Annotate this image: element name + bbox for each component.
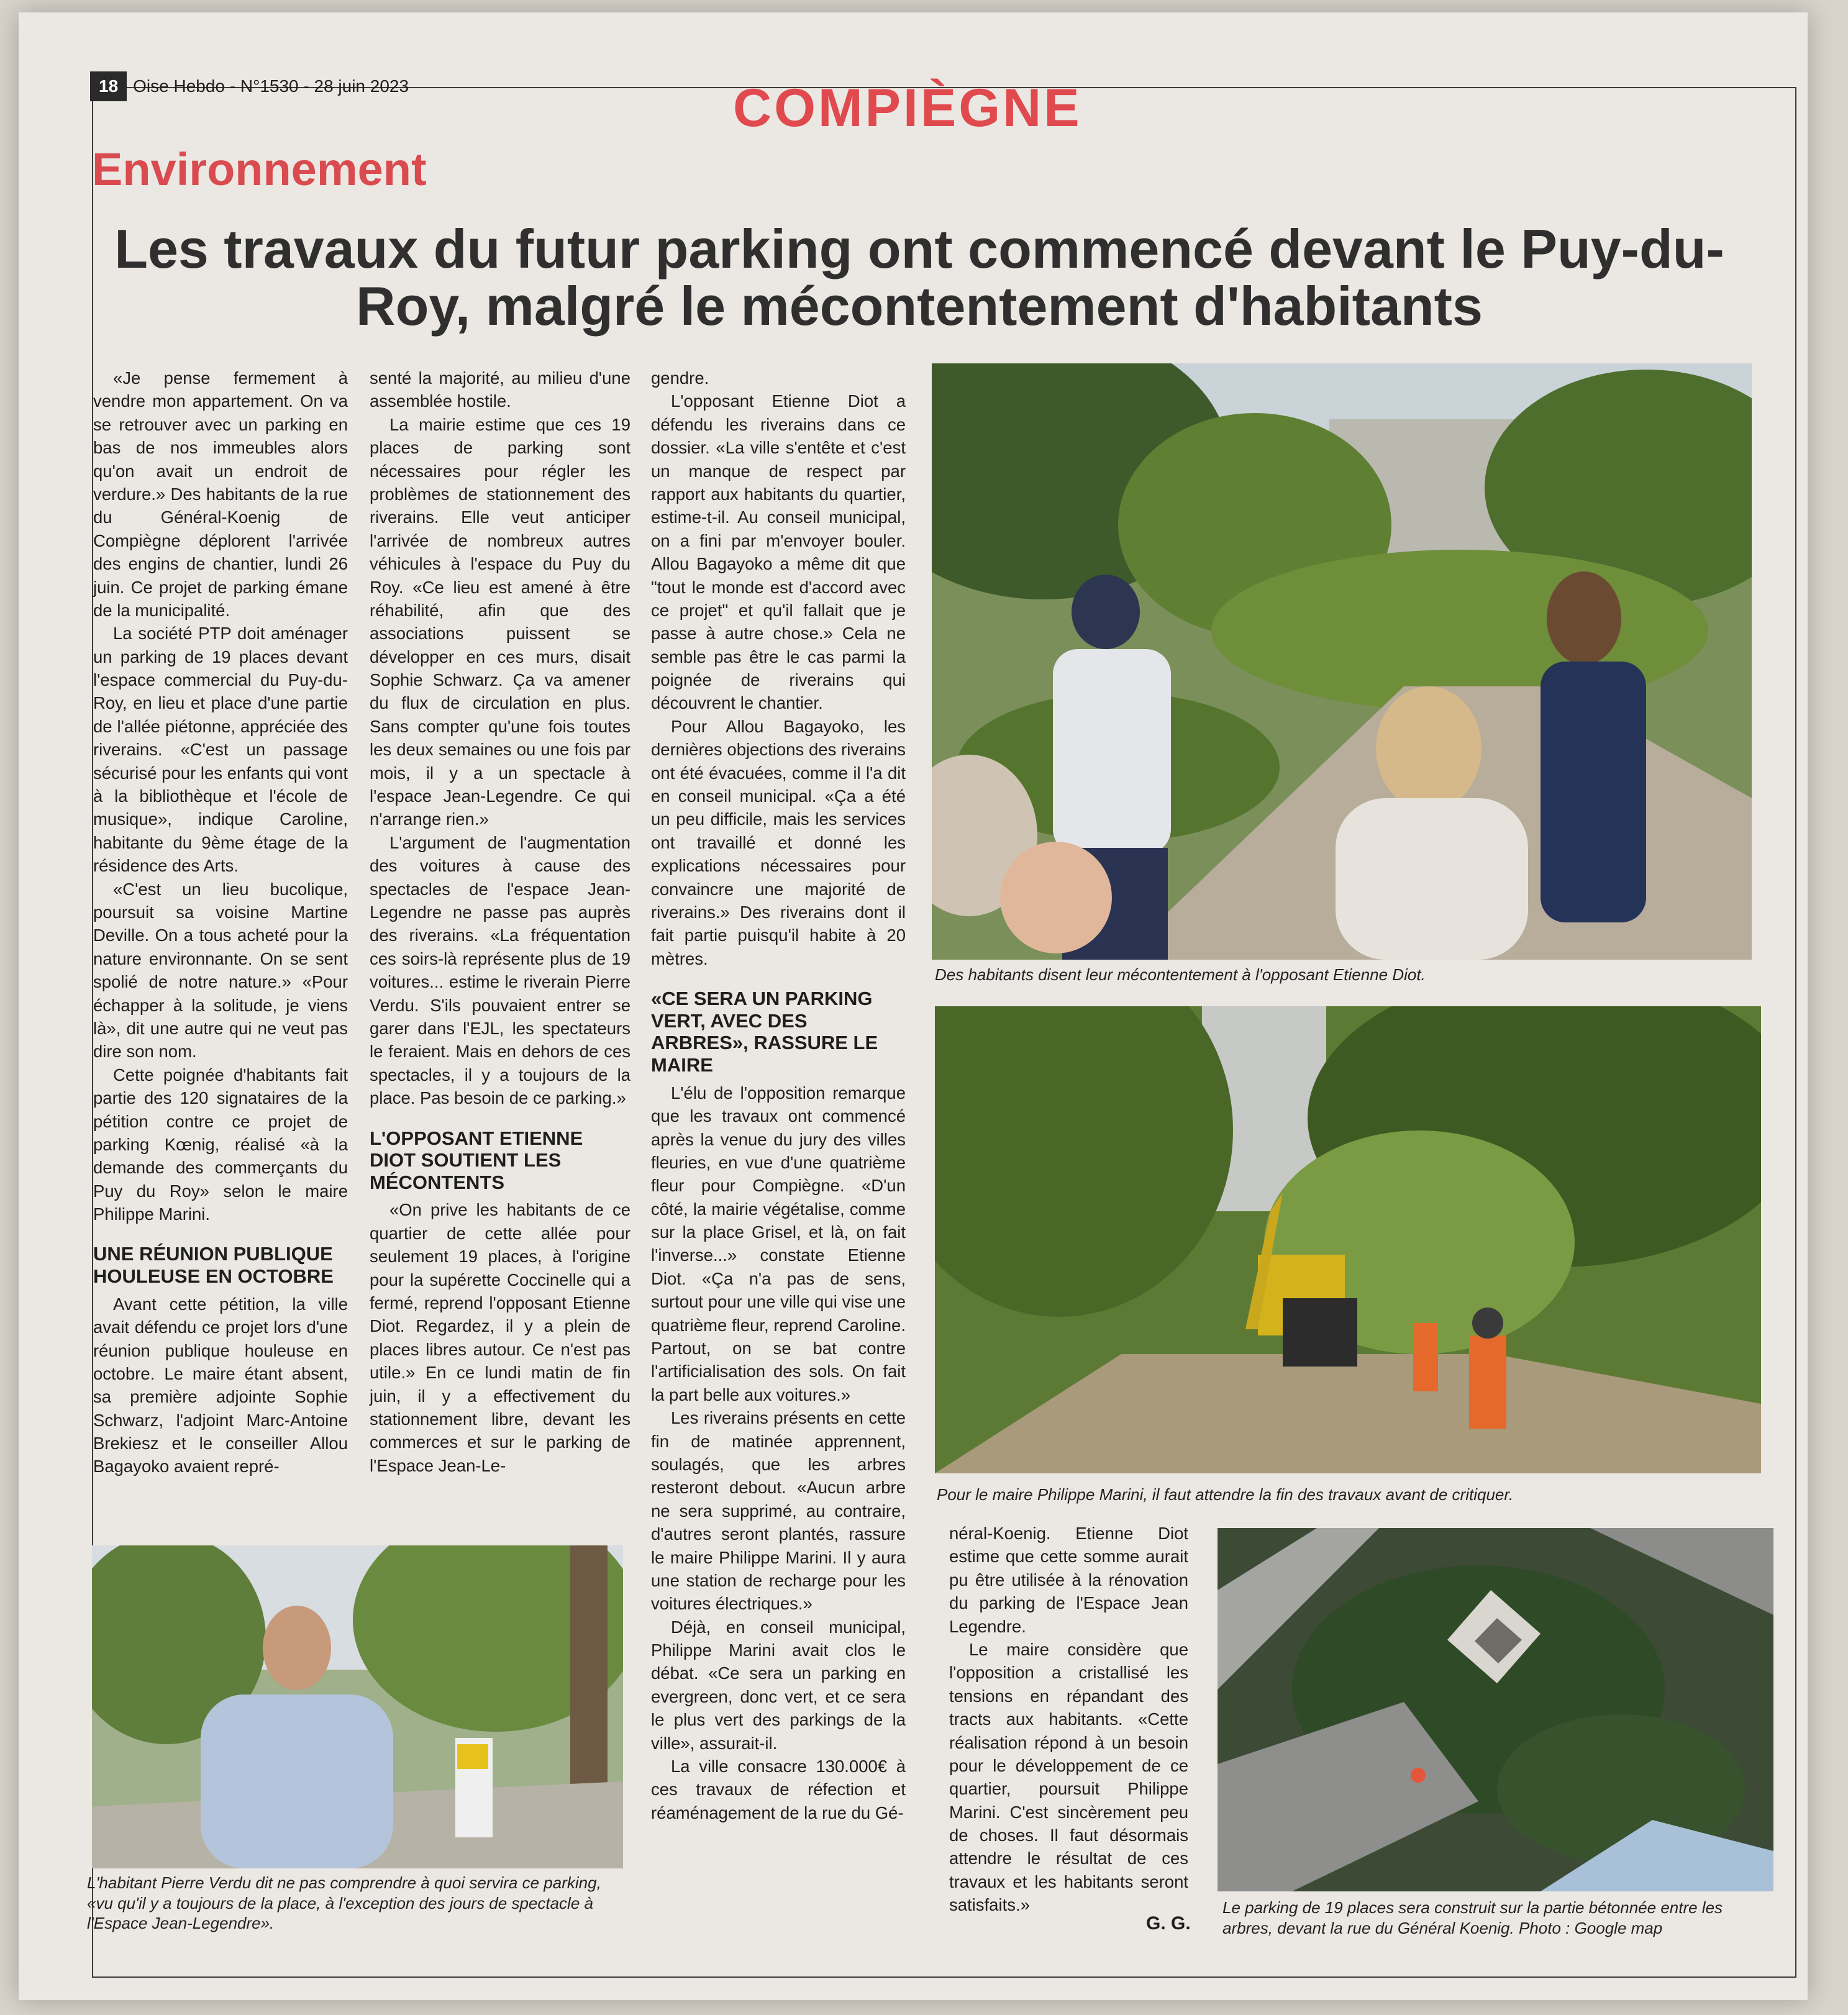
subheading: L'OPPOSANT ETIENNE DIOT SOUTIENT LES MÉCONTENTS	[370, 1127, 583, 1193]
paragraph: La ville consacre 130.000€ à ces travaux de réfection et réaménagement de la rue du Gé-	[651, 1757, 906, 1822]
paragraph: Avant cette pétition, la ville avait défendu ce projet lors d'une réunion publique houleuse en octobre. Le maire étant absent, sa première adjointe Sophie Schwarz, l'adjoint Marc-Antoine Brekiesz et le conseiller Allou Bagayoko avaient repré-	[93, 1294, 348, 1476]
paragraph: senté la majorité, au milieu d'une assemblée hostile.	[370, 368, 630, 411]
issue-info: Oise Hebdo - N°1530 - 28 juin 2023	[133, 76, 409, 96]
paragraph: L'élu de l'opposition remarque que les travaux ont commencé après la venue du jury des villes fleuries, en vue d'une quatrième fleur pour Compiègne. «D'un côté, la mairie végétalise, comme sur la place Grisel, et là, on fait l'inverse...» constate Etienne Diot. «Ça n'a pas de sens, surtout pour une ville qui vise une quatrième fleur, reprend Caroline. Partout, on se bat contre l'artificialisation des sols. On fait la part belle aux voitures.»	[651, 1083, 906, 1404]
paragraph: Le maire considère que l'opposition a cristallisé les tensions en répandant des tracts aux habitants. «Cette réalisation répond à un besoin pour le développement de ce quartier, poursuit Philippe Marini. C'est sincèrement peu de choses. Il faut désormais attendre le résultat de ces travaux et les habitants seront satisfaits.»	[949, 1639, 1188, 1915]
section-title: COMPIÈGNE	[733, 78, 1082, 138]
paragraph: Cette poignée d'habitants fait partie des 120 signataires de la pétition contre ce projet de parking Kœnig, réalisé «à la demande des commerçants du Puy du Roy» selon le maire Philippe Marini.	[93, 1065, 348, 1224]
paragraph: Pour Allou Bagayoko, les dernières objections des riverains ont été évacuées, comme il l'a dit en conseil municipal. «Ça a été un peu difficile, mais les services ont travaillé et donné les explications nécessaires pour convaincre une majorité de riverains.» Des riverains dont il fait partie puisqu'il habite à 20 mètres.	[651, 716, 906, 968]
caption-photo-residents: Des habitants disent leur mécontentement à l'opposant Etienne Diot.	[935, 965, 1426, 984]
article-column-2	[370, 366, 630, 1477]
subheading: «CE SERA UN PARKING VERT, AVEC DES ARBRES», RASSURE LE MAIRE	[651, 988, 878, 1076]
photo-portrait-image	[92, 1545, 623, 1868]
photo-construction-image	[935, 1006, 1761, 1473]
subheading: UNE RÉUNION PUBLIQUE HOULEUSE EN OCTOBRE	[93, 1243, 334, 1288]
headline: Les travaux du futur parking ont commencé devant le Puy-du-Roy, malgré le mécontentement d'habitants	[114, 218, 1724, 337]
photo-aerial-map	[1218, 1528, 1773, 1891]
paragraph: L'opposant Etienne Diot a défendu les riverains dans ce dossier. «La ville s'entête et c'est un manque de respect par rapport aux habitants du quartier, estime-t-il. Au conseil municipal, on a fini par m'envoyer bouler. Allou Bagayoko a même dit que "tout le monde est d'accord avec ce projet" et qu'il fallait que je passe à autre chose.» Cela ne semble pas être le cas parmi la poignée de riverains qui découvrent le chantier.	[651, 391, 906, 713]
paragraph: Déjà, en conseil municipal, Philippe Marini avait clos le débat. «Ce sera un parking en evergreen, donc vert, et ce sera le plus vert des parkings de la ville», assurait-il.	[651, 1617, 906, 1753]
paragraph: néral-Koenig. Etienne Diot estime que cette somme aurait pu être utilisée à la rénovation du parking de l'Espace Jean Legendre.	[949, 1524, 1188, 1636]
paragraph: «C'est un lieu bucolique, poursuit sa voisine Martine Deville. On a tous acheté pour la nature environnante. On se sent spolié de notre nature.» «Pour échapper à la solitude, je viens là», dit une autre qui ne veut pas dire son nom.	[93, 879, 348, 1062]
article-column-3	[651, 366, 906, 1824]
page-header	[90, 71, 409, 101]
paragraph: L'argument de l'augmentation des voitures à cause des spectacles de l'espace Jean-Legendre ne passe pas auprès des riverains. «La fréquentation ces soirs-là représente plus de 19 voitures... estime le riverain Pierre Verdu. S'ils pouvaient entrer se garer dans l'EJL, les spectateurs le feraient. Mais en dehors de ces spectacles, il y a toujours de la place. Pas besoin de ce parking.»	[370, 832, 630, 1108]
caption-photo-construction: Pour le maire Philippe Marini, il faut attendre la fin des travaux avant de critiquer.	[937, 1485, 1514, 1504]
photo-residents	[932, 363, 1752, 960]
aerial-map-image	[1218, 1528, 1773, 1891]
page-number: 18	[90, 71, 127, 101]
paragraph: Les riverains présents en cette fin de matinée apprennent, soulagés, que les arbres resteront debout. «Aucun arbre ne sera supprimé, au contraire, d'autres seront plantés, rassure le maire Philippe Marini. Il y aura une station de recharge pour les voitures électriques.»	[651, 1408, 906, 1614]
paragraph: La société PTP doit aménager un parking de 19 places devant l'espace commercial du Puy-du-Roy, en lieu et place d'une partie de l'allée piétonne, appréciée des riverains. «C'est un passage sécurisé pour les enfants qui vont à la bibliothèque et l'école de musique», indique Caroline, habitante du 9ème étage de la résidence des Arts.	[93, 624, 348, 876]
author-signature: G. G.	[1146, 1913, 1191, 1934]
photo-construction	[935, 1006, 1761, 1473]
paragraph: «On prive les habitants de ce quartier de cette allée pour seulement 19 places, à l'origine pour la supérette Coccinelle qui a fermé, reprend l'opposant Etienne Diot. Regardez, il y a plein de places libres autour. Ce n'est pas utile.» En ce lundi matin de fin juin, il y a effectivement du stationnement libre, devant les commerces et sur le parking de l'Espace Jean-Le-	[370, 1200, 630, 1475]
photo-residents-image	[932, 363, 1752, 960]
rubric-title: Environnement	[92, 143, 427, 195]
article-column-1	[93, 366, 348, 1478]
paragraph: La mairie estime que ces 19 places de parking sont nécessaires pour régler les problèmes de stationnement des riverains. Elle veut anticiper l'arrivée de nombreux autres véhicules à l'espace du Puy du Roy. «Ce lieu est amené à être réhabilité, afin que des associations puissent se développer en ces murs, disait Sophie Schwarz. Ça va amener du flux de circulation en plus. Sans compter qu'une fois toutes les deux semaines ou une fois par mois, il y a un spectacle à l'espace Jean-Legendre. Ce qui n'arrange rien.»	[370, 414, 630, 829]
caption-photo-portrait: L'habitant Pierre Verdu dit ne pas comprendre à quoi servira ce parking, «vu qu'il y a toujours de la place, à l'exception des jours de spectacle à l'Espace Jean-Legendre».	[87, 1873, 601, 1932]
article-column-4	[949, 1522, 1188, 1917]
photo-resident-portrait	[92, 1545, 623, 1868]
paragraph: gendre.	[651, 368, 709, 388]
caption-photo-map: Le parking de 19 places sera construit sur la partie bétonnée entre les arbres, devant la rue du Général Koenig. Photo : Google map	[1222, 1898, 1723, 1937]
paragraph: «Je pense fermement à vendre mon appartement. On va se retrouver avec un parking en bas de nos immeubles alors qu'on avait un endroit de verdure.» Des habitants de la rue du Général-Koenig de Compiègne déplorent l'arrivée des engins de chantier, lundi 26 juin. Ce projet de parking émane de la municipalité.	[93, 368, 348, 620]
